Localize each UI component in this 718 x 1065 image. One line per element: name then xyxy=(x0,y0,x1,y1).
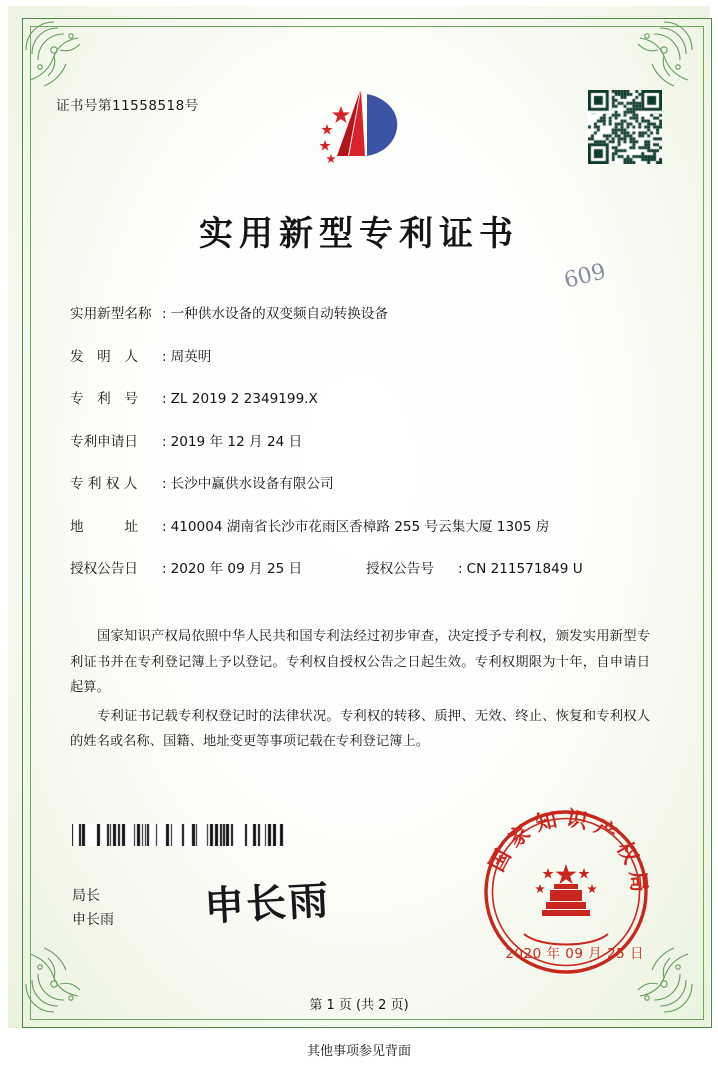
field-value: 长沙中赢供水设备有限公司 xyxy=(170,476,334,492)
field-value: 2020 年 09 月 25 日 xyxy=(170,561,303,577)
certificate-number: 证书号第11558518号 xyxy=(56,98,199,114)
field-colon: : xyxy=(162,476,167,492)
field-row-inventor xyxy=(70,345,650,365)
handwritten-annotation: 609 xyxy=(561,259,609,294)
field-value: 周英明 xyxy=(170,348,212,365)
field-colon: : xyxy=(162,306,167,322)
field-label: 专 利 权 人 xyxy=(70,476,138,492)
field-colon: : xyxy=(162,348,167,365)
field-colon: : xyxy=(162,433,167,450)
field-value: 一种供水设备的双变频自动转换设备 xyxy=(170,306,389,322)
field-label: 地 址 xyxy=(70,518,138,535)
field-label: 实用新型名称 xyxy=(70,306,152,322)
field-row-grant xyxy=(70,557,650,577)
field-list xyxy=(70,302,650,600)
signature-name: 申长雨 xyxy=(72,912,114,928)
field-row-patentee xyxy=(70,472,650,492)
field-label: 发 明 人 xyxy=(70,348,138,365)
field-colon: : xyxy=(162,518,167,535)
field-value: CN 211571849 U xyxy=(466,561,583,577)
field-row-application-date xyxy=(70,430,650,450)
field-group-grant-number xyxy=(366,557,583,577)
certificate-paper xyxy=(8,6,710,1028)
qr-code xyxy=(588,90,662,164)
signature-role: 局长 xyxy=(72,888,100,904)
svg-text:国家知识产权局: 国家知识产权局 xyxy=(484,806,652,901)
field-row-name xyxy=(70,302,650,322)
field-label: 授权公告日 xyxy=(70,561,138,577)
field-value: 410004 湖南省长沙市花雨区香樟路 255 号云集大厦 1305 房 xyxy=(170,518,550,535)
field-group-grant-date xyxy=(70,557,366,577)
barcode xyxy=(72,824,286,846)
field-label: 专利申请日 xyxy=(70,433,138,450)
page-indicator: 第 1 页 (共 2 页) xyxy=(309,998,409,1013)
paragraph-2: 专利证书记载专利权登记时的法律状况。专利权的转移、质押、无效、终止、恢复和专利权人的姓名或名称、国籍、地址变更等事项记载在专利登记簿上。 xyxy=(70,708,650,749)
field-row-address xyxy=(70,515,650,535)
cnipa-logo-icon xyxy=(311,84,407,176)
field-label: 授权公告号 xyxy=(366,561,434,577)
signature-block xyxy=(72,884,114,932)
field-value: 2019 年 12 月 24 日 xyxy=(170,433,303,450)
seal-date: 2020 年 09 月 25 日 xyxy=(505,946,644,962)
field-value: ZL 2019 2 2349199.X xyxy=(170,391,318,407)
legal-text xyxy=(70,624,650,758)
paragraph-1: 国家知识产权局依照中华人民共和国专利法经过初步审查，决定授予专利权，颁发实用新型专利证书并在专利登记簿上予以登记。专利权自授权公告之日起生效。专利权期限为十年，自申请日起算。 xyxy=(70,629,650,695)
page-title: 实用新型专利证书 xyxy=(199,214,519,254)
field-colon: : xyxy=(162,561,167,577)
field-colon: : xyxy=(162,391,167,407)
back-side-note: 其他事项参见背面 xyxy=(306,1044,411,1059)
field-label: 专 利 号 xyxy=(70,391,138,407)
signature-handwriting: 申长雨 xyxy=(203,877,332,931)
field-row-patent-number xyxy=(70,387,650,407)
field-colon: : xyxy=(458,561,463,577)
